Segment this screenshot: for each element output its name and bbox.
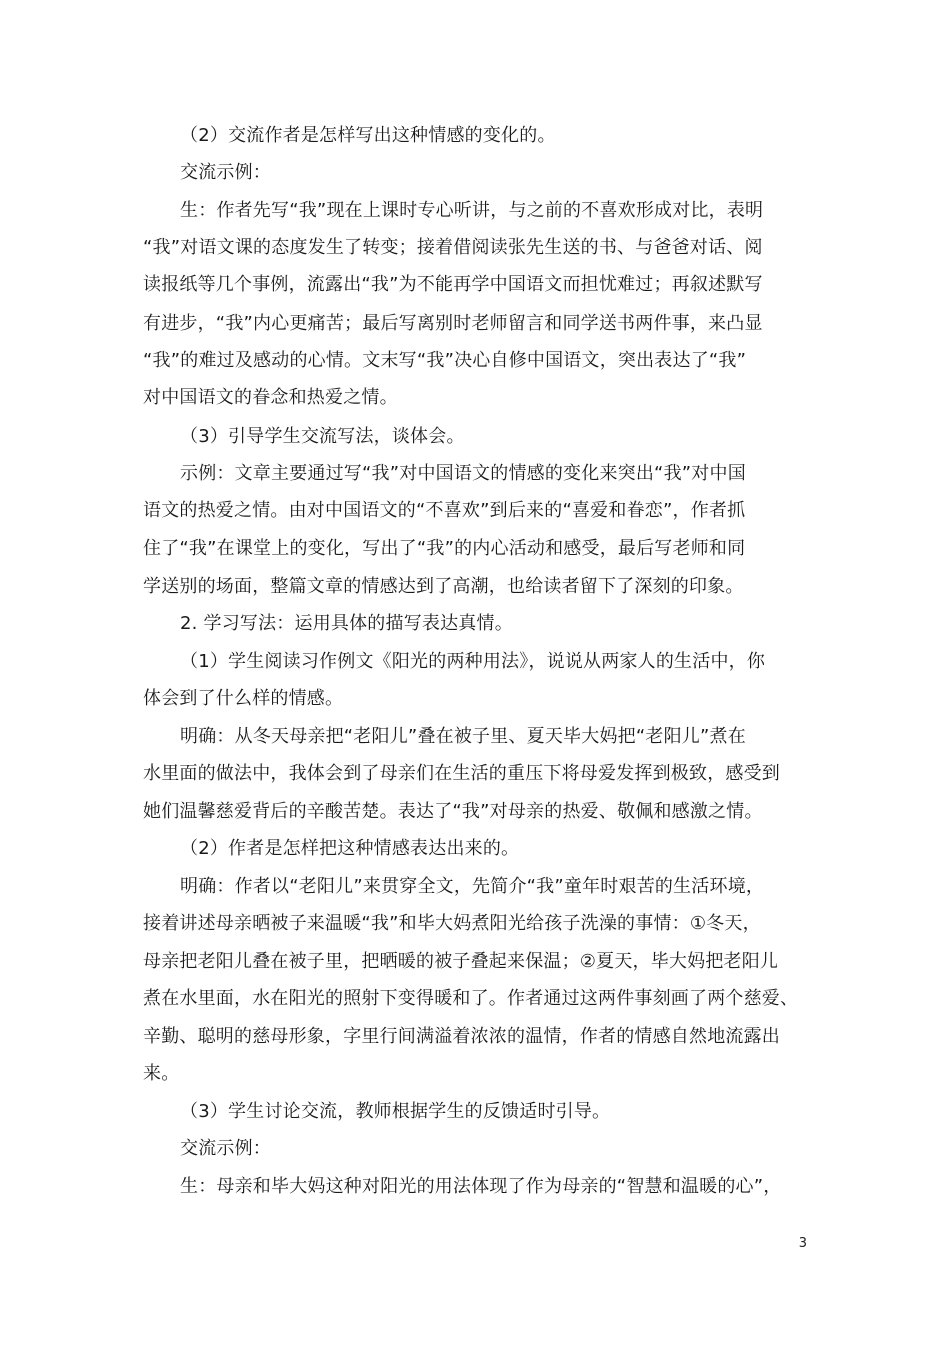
text-line: 对中国语文的眷念和热爱之情。 xyxy=(143,387,398,408)
text-line: 煮在水里面，水在阳光的照射下变得暖和了。作者通过这两件事刻画了两个慈爱、 xyxy=(143,988,799,1009)
text-line: 住了“我”在课堂上的变化，写出了“我”的内心活动和感受，最后写老师和同 xyxy=(143,538,746,559)
text-line: 辛勤、聪明的慈母形象，字里行间满溢着浓浓的温情，作者的情感自然地流露出 xyxy=(143,1026,780,1047)
text-line: 有进步，“我”内心更痛苦；最后写离别时老师留言和同学送书两件事，来凸显 xyxy=(143,313,763,334)
text-line: 来。 xyxy=(143,1063,180,1084)
text-line: 体会到了什么样的情感。 xyxy=(143,688,344,709)
text-line: 明确：从冬天母亲把“老阳儿”叠在被子里、夏天毕大妈把“老阳儿”煮在 xyxy=(180,726,746,747)
text-line: 交流示例： xyxy=(180,1138,271,1159)
text-line: 生：母亲和毕大妈这种对阳光的用法体现了作为母亲的“智慧和温暖的心”， xyxy=(180,1176,782,1197)
text-line: （1）学生阅读习作例文《阳光的两种用法》，说说从两家人的生活中，你 xyxy=(180,651,766,672)
text-line: （2）作者是怎样把这种情感表达出来的。 xyxy=(180,838,520,859)
text-line: “我”对语文课的态度发生了转变；接着借阅读张先生送的书、与爸爸对话、阅 xyxy=(143,237,763,258)
text-line: 接着讲述母亲晒被子来温暖“我”和毕大妈煮阳光给孩子洗澡的事情：①冬天， xyxy=(143,913,761,934)
text-line: （3）学生讨论交流，教师根据学生的反馈适时引导。 xyxy=(180,1101,611,1122)
text-line: （2）交流作者是怎样写出这种情感的变化的。 xyxy=(180,125,556,146)
text-line: 明确：作者以“老阳儿”来贯穿全文，先简介“我”童年时艰苦的生活环境， xyxy=(180,876,765,897)
text-line: 读报纸等几个事例，流露出“我”为不能再学中国语文而担忧难过；再叙述默写 xyxy=(143,274,763,295)
page-number: 3 xyxy=(798,1236,807,1251)
text-line: 母亲把老阳儿叠在被子里，把晒暖的被子叠起来保温；②夏天，毕大妈把老阳儿 xyxy=(143,951,779,972)
text-line: 语文的热爱之情。由对中国语文的“不喜欢”到后来的“喜爱和眷恋”，作者抓 xyxy=(143,500,746,521)
text-line: 学送别的场面，整篇文章的情感达到了高潮，也给读者留下了深刻的印象。 xyxy=(143,576,744,597)
text-line: 示例：文章主要通过写“我”对中国语文的情感的变化来突出“我”对中国 xyxy=(180,463,746,484)
text-line: （3）引导学生交流写法，谈体会。 xyxy=(180,426,465,447)
text-line: 水里面的做法中，我体会到了母亲们在生活的重压下将母爱发挥到极致，感受到 xyxy=(143,763,780,784)
text-line: 她们温馨慈爱背后的辛酸苦楚。表达了“我”对母亲的热爱、敬佩和感激之情。 xyxy=(143,801,763,822)
text-line: “我”的难过及感动的心情。文末写“我”决心自修中国语文，突出表达了“我” xyxy=(143,350,747,371)
text-line: 2. 学习写法：运用具体的描写表达真情。 xyxy=(180,613,513,634)
text-line: 生：作者先写“我”现在上课时专心听讲，与之前的不喜欢形成对比，表明 xyxy=(180,200,764,221)
text-line: 交流示例： xyxy=(180,162,271,183)
